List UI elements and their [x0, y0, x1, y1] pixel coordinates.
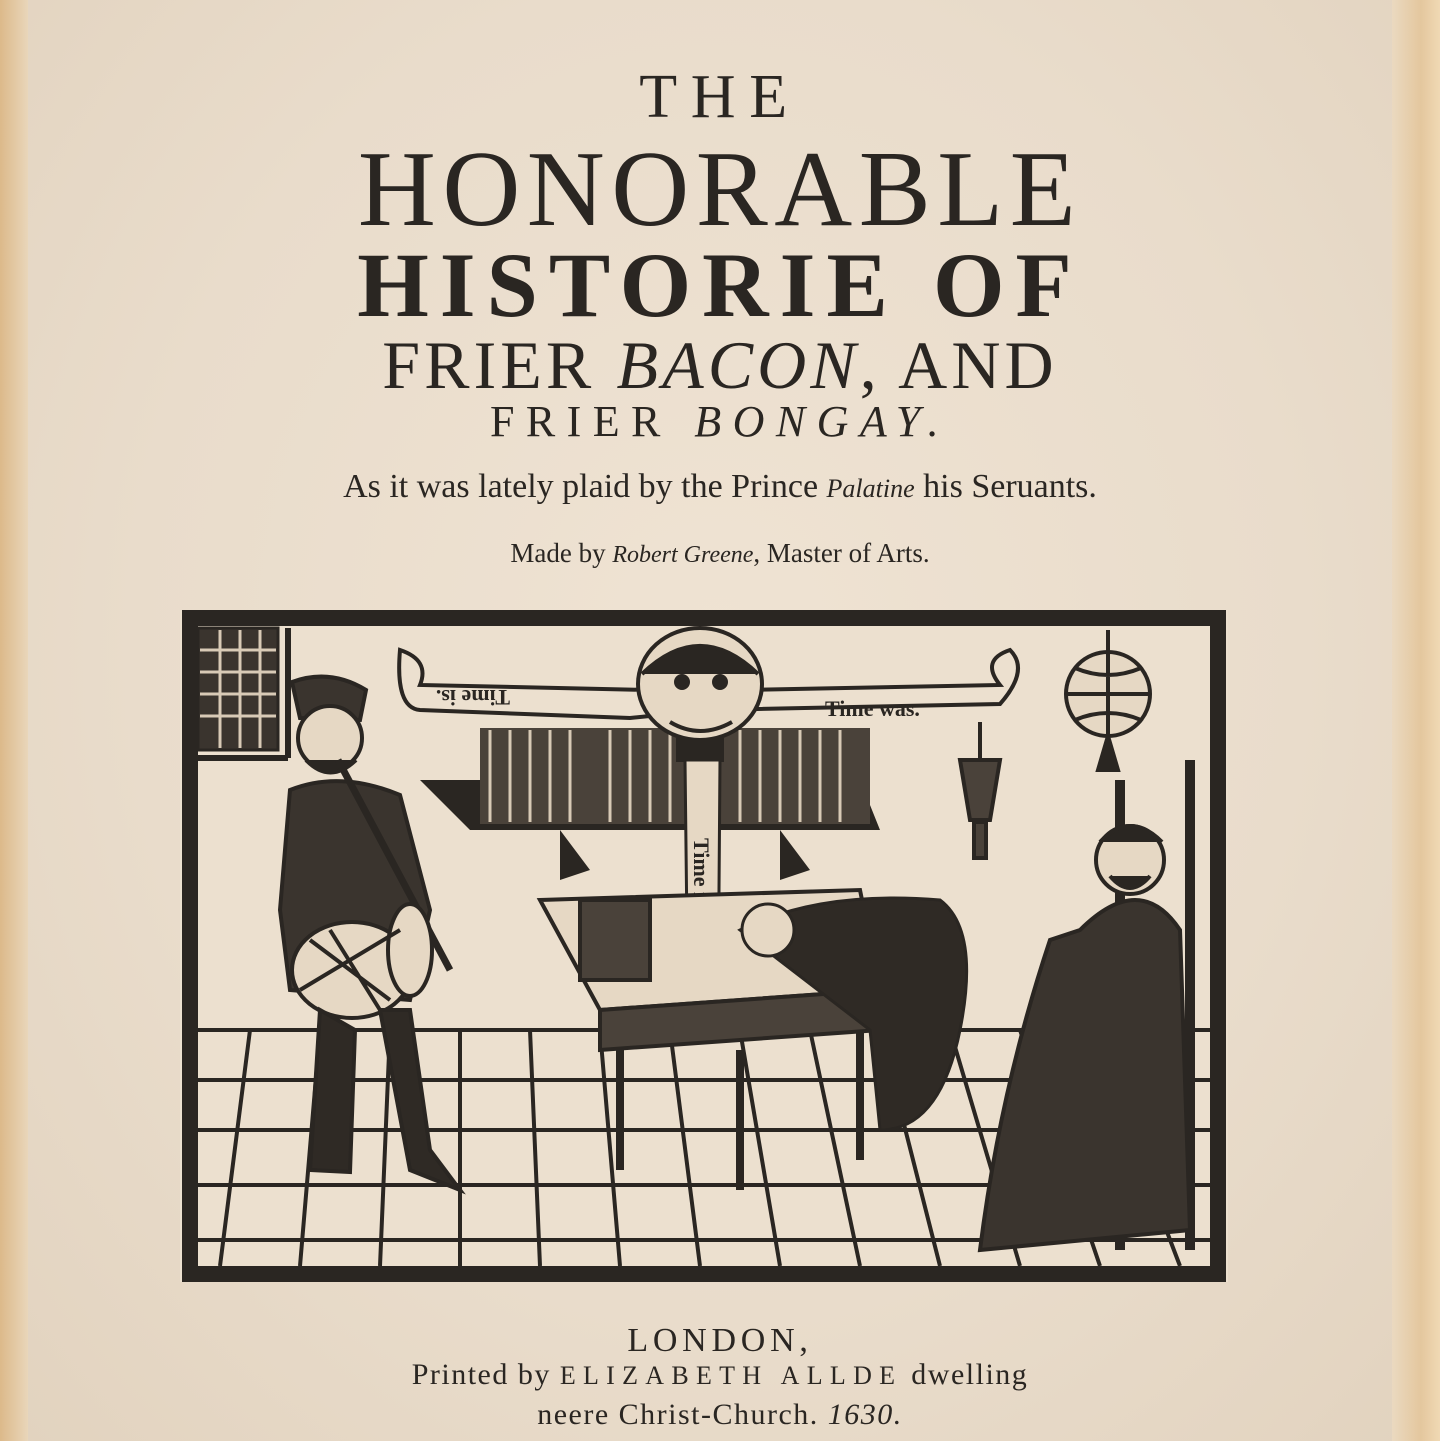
title-line-the: THE — [639, 63, 801, 131]
imprint-location-line — [0, 1398, 1440, 1432]
imprint-printed-line — [0, 1358, 1440, 1392]
author-name: Robert Greene — [612, 542, 754, 568]
imprint-printer: ELIZABETH ALLDE — [559, 1361, 903, 1390]
imprint-city: LONDON, — [627, 1322, 813, 1359]
performance-text: As it was lately plaid by the Prince — [343, 468, 819, 505]
author-prefix: Made by — [510, 538, 606, 568]
performance-palatine: Palatine — [826, 474, 915, 503]
performance-servants: his Seruants. — [923, 468, 1097, 505]
title-bongay: BONGAY. — [694, 397, 951, 446]
title-line-historie: HISTORIE OF — [357, 234, 1083, 336]
title-and: , AND — [859, 327, 1058, 403]
imprint-printed-by: Printed by — [411, 1358, 551, 1391]
author-line — [0, 538, 1440, 569]
imprint-year: 1630. — [827, 1398, 903, 1431]
title-line-frier-bacon — [0, 326, 1440, 405]
title-line-honorable: HONORABLE — [357, 130, 1083, 249]
title-line-frier-bongay — [0, 396, 1440, 447]
window-lattice — [198, 628, 278, 750]
performance-line — [0, 468, 1440, 506]
woodcut-illustration — [180, 610, 1228, 1282]
imprint-location: neere Christ-Church. — [537, 1398, 819, 1431]
imprint-dwelling: dwelling — [911, 1358, 1029, 1391]
banner-left-text: Time is. — [435, 685, 510, 710]
author-suffix: , Master of Arts. — [753, 538, 930, 568]
title-bacon: BACON — [616, 327, 860, 403]
banner-right-text: Time was. — [825, 696, 920, 721]
title-frier-1: FRIER — [382, 327, 596, 403]
title-frier-2: FRIER — [489, 397, 672, 446]
